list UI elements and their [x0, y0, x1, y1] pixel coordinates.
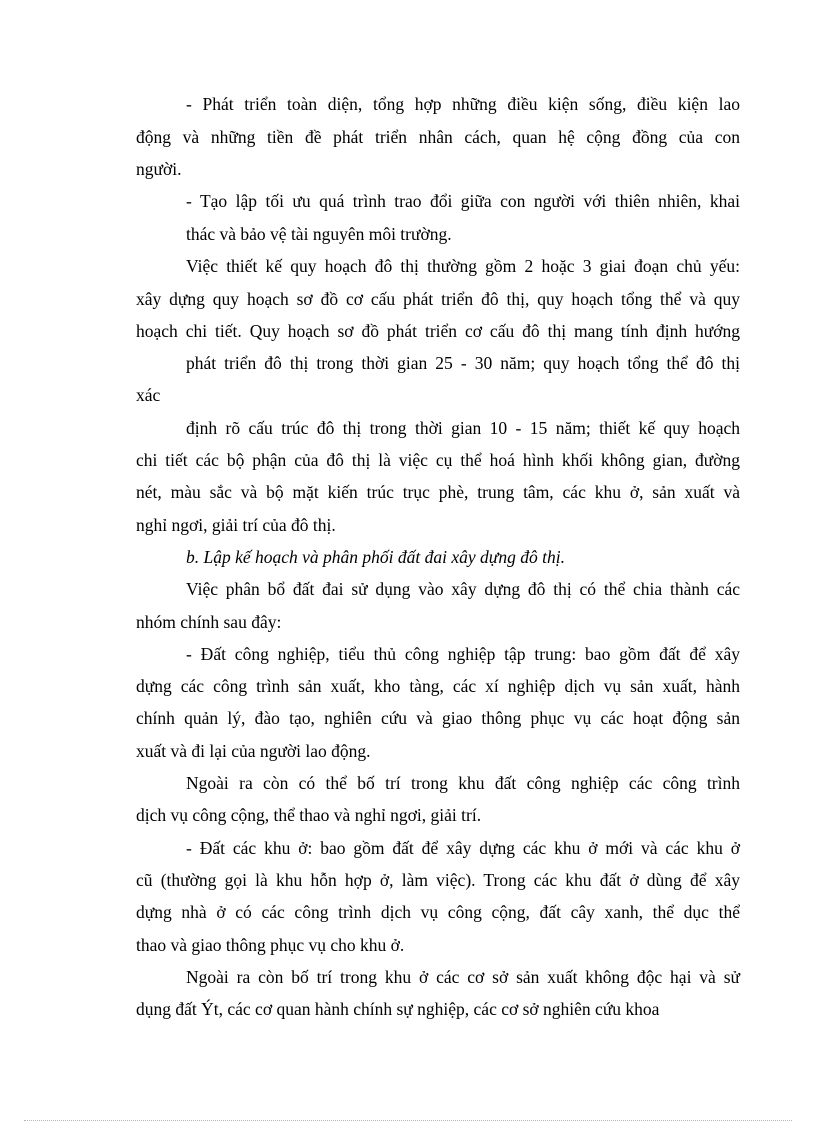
text-line-26: dựng nhà ở có các công trình dịch vụ công cộng, đất cây xanh, thể dục thể — [136, 902, 740, 922]
text-line-12: chi tiết các bộ phận của đô thị là việc cụ thể hoá hình khối không gian, đường — [136, 450, 740, 470]
bullet-line-18: - Đất công nghiệp, tiểu thủ công nghiệp tập trung: bao gồm đất để xây — [186, 644, 740, 664]
text-line-11: định rõ cấu trúc đô thị trong thời gian 10 - 15 năm; thiết kế quy hoạch — [186, 418, 740, 438]
paragraph-line-6: Việc thiết kế quy hoạch đô thị thường gồm 2 hoặc 3 giai đoạn chủ yếu: — [186, 256, 740, 276]
paragraph-line-22: Ngoài ra còn có thể bố trí trong khu đất công nghiệp các công trình — [186, 773, 740, 793]
bullet-line-24: - Đất các khu ở: bao gồm đất để xây dựng các khu ở mới và các khu ở — [186, 838, 740, 858]
bullet-line-4: - Tạo lập tối ưu quá trình trao đổi giữa con người với thiên nhiên, khai — [186, 191, 740, 211]
section-heading-b: b. Lập kế hoạch và phân phối đất đai xây dựng đô thị. — [186, 547, 565, 567]
text-line-23: dịch vụ công cộng, thể thao và nghỉ ngơi, giải trí. — [136, 805, 482, 825]
text-line-19: dựng các công trình sản xuất, kho tàng, các xí nghiệp dịch vụ sản xuất, hành — [136, 676, 740, 696]
text-line-25: cũ (thường gọi là khu hỗn hợp ở, làm việc). Trong các khu đất ở dùng để xây — [136, 870, 740, 890]
paragraph-line-28: Ngoài ra còn bố trí trong khu ở các cơ sở sản xuất không độc hại và sử — [186, 967, 740, 987]
text-line-9: phát triển đô thị trong thời gian 25 - 30 năm; quy hoạch tổng thể đô thị — [186, 353, 740, 373]
text-line-17: nhóm chính sau đây: — [136, 612, 282, 632]
text-line-2: động và những tiền đề phát triển nhân cách, quan hệ cộng đồng của con — [136, 127, 740, 147]
text-line-7: xây dựng quy hoạch sơ đồ cơ cấu phát triển đô thị, quy hoạch tổng thể và quy — [136, 289, 740, 309]
text-line-21: xuất và đi lại của người lao động. — [136, 741, 371, 761]
text-line-27: thao và giao thông phục vụ cho khu ở. — [136, 935, 405, 955]
text-line-29: dụng đất Ýt, các cơ quan hành chính sự nghiệp, các cơ sở nghiên cứu khoa — [136, 999, 660, 1019]
text-line-14: nghỉ ngơi, giải trí của đô thị. — [136, 515, 336, 535]
paragraph-line-16: Việc phân bổ đất đai sử dụng vào xây dựng đô thị có thể chia thành các — [186, 579, 740, 599]
footer-divider — [24, 1120, 792, 1121]
text-line-5: thác và bảo vệ tài nguyên môi trường. — [186, 224, 452, 244]
text-line-3: người. — [136, 159, 182, 179]
text-line-13: nét, màu sắc và bộ mặt kiến trúc trục phè, trung tâm, các khu ở, sản xuất và — [136, 482, 740, 502]
text-line-8: hoạch chi tiết. Quy hoạch sơ đồ phát triển cơ cấu đô thị mang tính định hướng — [136, 321, 740, 341]
text-line-20: chính quản lý, đào tạo, nghiên cứu và giao thông phục vụ các hoạt động sản — [136, 708, 740, 728]
text-line-10: xác — [136, 385, 161, 405]
bullet-line-1: - Phát triển toàn diện, tổng hợp những điều kiện sống, điều kiện lao — [186, 94, 740, 114]
